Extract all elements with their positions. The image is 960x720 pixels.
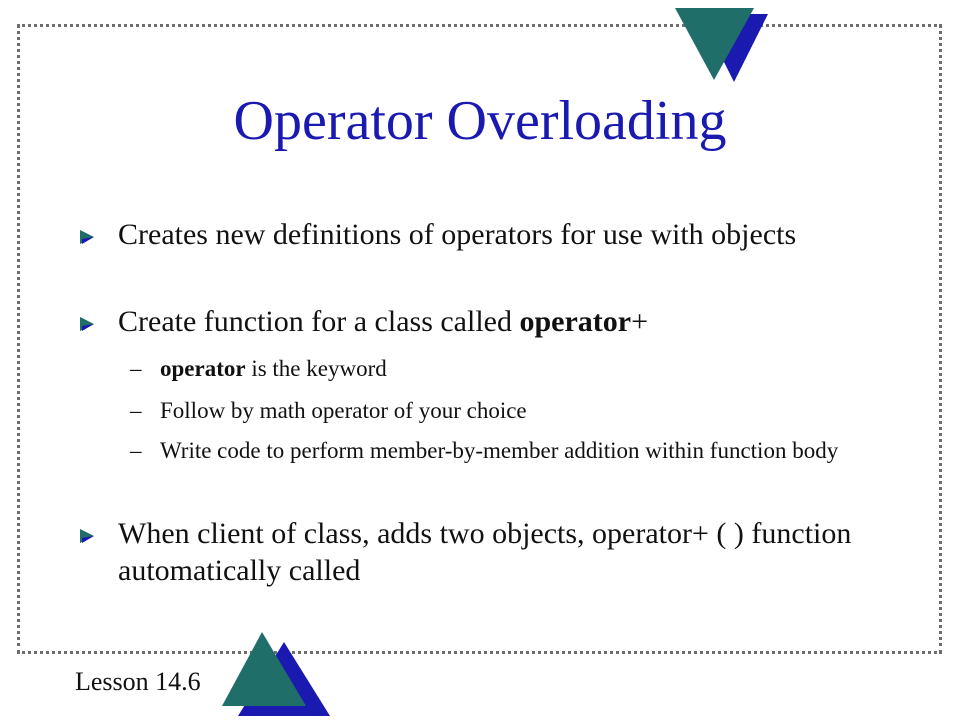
dash-marker: – bbox=[130, 356, 142, 381]
bullet-2 bbox=[80, 304, 910, 341]
dash-marker: – bbox=[130, 398, 142, 423]
bullet-3 bbox=[80, 516, 910, 590]
sub-bullet-3-text: Write code to perform member-by-member addition within function body bbox=[160, 438, 839, 463]
sub-bullet-2 bbox=[130, 397, 930, 425]
bullet-triangle-icon bbox=[80, 529, 94, 543]
bullet-2-text-end: + bbox=[631, 305, 649, 338]
slide-title: Operator Overloading bbox=[233, 90, 727, 152]
bullet-2-text-start: Create function for a class called bbox=[118, 305, 520, 338]
bullet-1 bbox=[80, 217, 910, 254]
sub-bullet-1 bbox=[130, 355, 930, 383]
sub-bullet-1-text bbox=[160, 355, 930, 383]
bullet-1-text: Creates new definitions of operators for use with objects bbox=[118, 218, 797, 251]
operator-keyword: operator bbox=[519, 305, 632, 338]
lesson-footer: Lesson 14.6 bbox=[75, 667, 201, 696]
deco-triangle-bottom-icon bbox=[222, 630, 332, 720]
bullet-3-text: When client of class, adds two objects, operator+ ( ) function automatically called bbox=[118, 517, 852, 587]
deco-triangle-top-icon bbox=[670, 4, 780, 86]
dash-marker: – bbox=[130, 438, 142, 463]
sub-bullet-2-text: Follow by math operator of your choice bbox=[160, 398, 527, 423]
bullet-triangle-icon bbox=[80, 230, 94, 244]
bullet-triangle-icon bbox=[80, 317, 94, 331]
sub-bullet-1-text-end: is the keyword bbox=[245, 356, 387, 381]
operator-keyword: operator bbox=[160, 356, 246, 381]
sub-bullet-3 bbox=[130, 437, 930, 465]
bullet-2-text bbox=[118, 304, 910, 341]
